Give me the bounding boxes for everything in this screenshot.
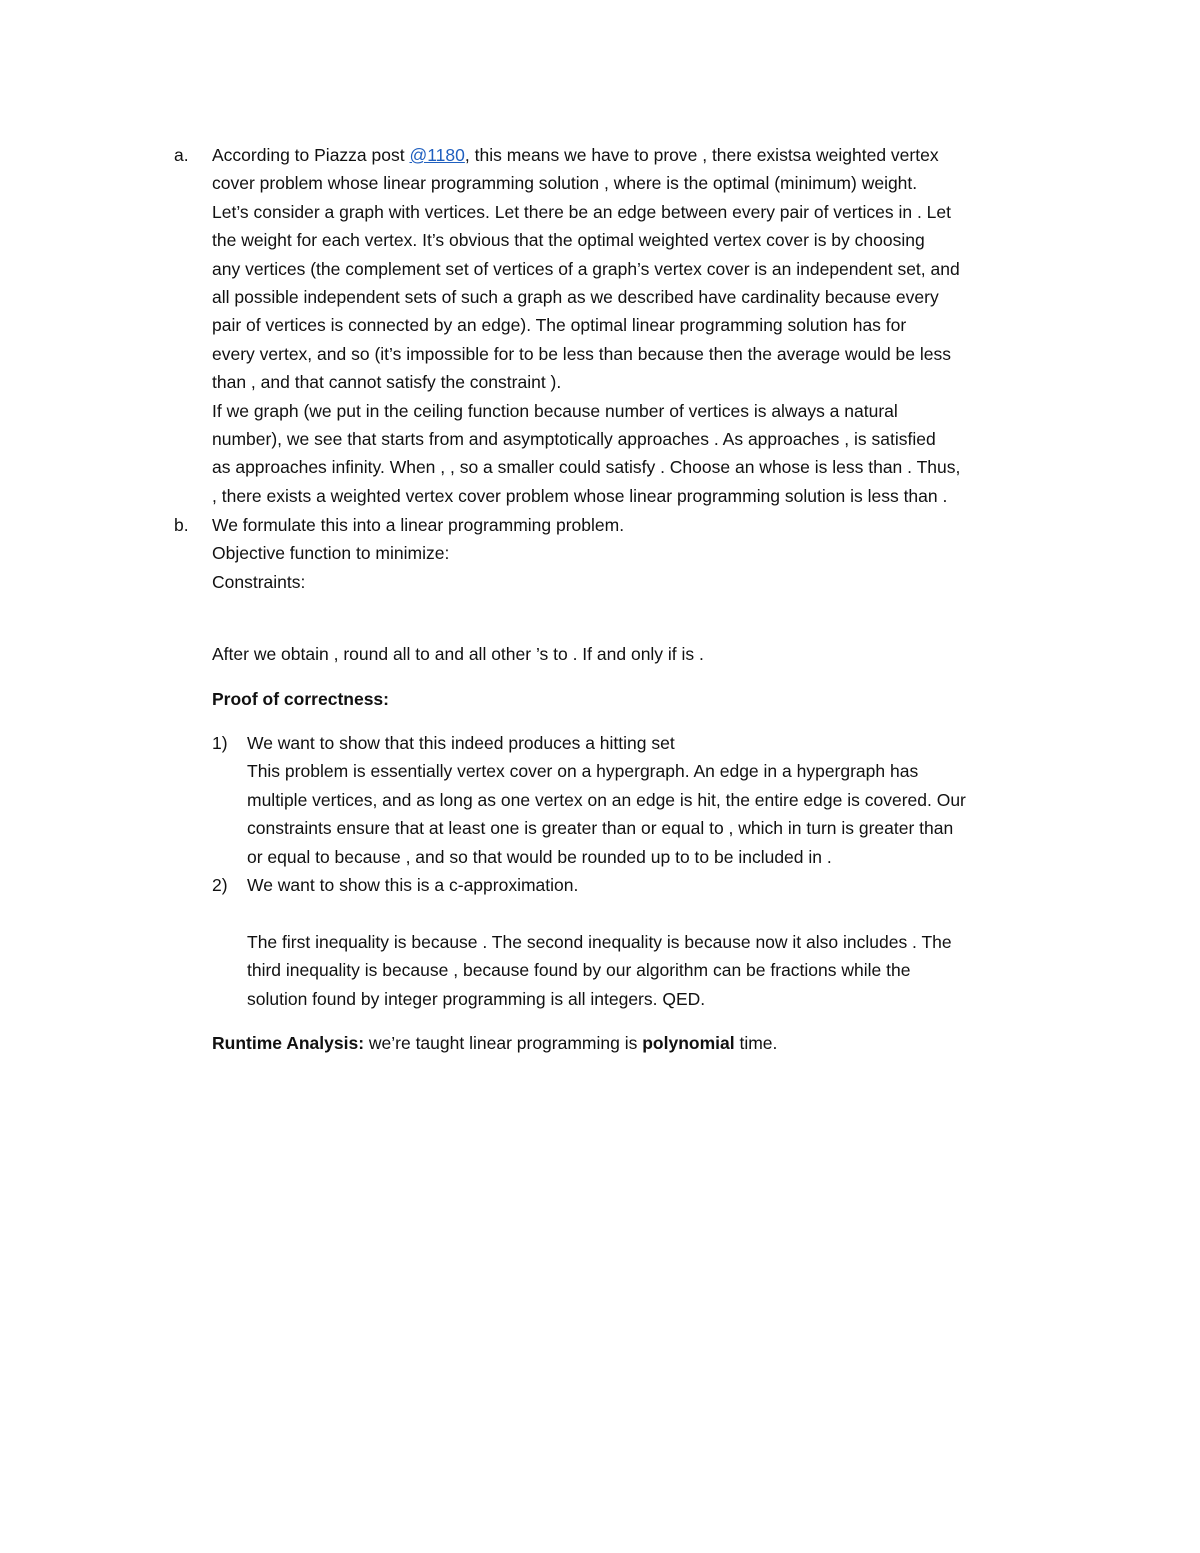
objective-label: Objective function to minimize:: [212, 543, 450, 564]
runtime-paragraph: [212, 1029, 1072, 1057]
part-a-line: any vertices (the complement set of vertices of a graph’s vertex cover is an independent set, and: [212, 258, 960, 279]
part-a-line-1-text: According to Piazza post: [212, 145, 410, 165]
runtime-label: Runtime Analysis:: [212, 1033, 365, 1053]
step-2-title: We want to show this is a c-approximation.: [247, 875, 579, 895]
step-1-line: or equal to because , and so that would be rounded up to to be included in .: [247, 846, 832, 867]
part-a-line: cover problem whose linear programming solution , where is the optimal (minimum) weight.: [212, 173, 918, 194]
runtime-line: [212, 1029, 1072, 1057]
part-a-line: If we graph (we put in the ceiling function because number of vertices is always a natural: [212, 400, 898, 421]
part-a-body: [212, 141, 1074, 510]
part-a-line-1-tail: , this means we have to prove , there existsa weighted vertex: [464, 145, 939, 165]
step-2-line: third inequality is because , because found by our algorithm can be fractions while the: [247, 960, 911, 981]
proof-heading-block: [212, 685, 1072, 713]
part-a-line: Let’s consider a graph with vertices. Let there be an edge between every pair of vertices in . Let: [212, 201, 951, 222]
part-a-line: pair of vertices is connected by an edge). The optimal linear programming solution has for: [212, 315, 907, 336]
part-b-marker: b.: [174, 515, 189, 535]
part-a-line: every vertex, and so (it’s impossible for to be less than because then the average would be less: [212, 343, 951, 364]
step-1-line: constraints ensure that at least one is greater than or equal to , which in turn is greater than: [247, 818, 954, 839]
part-b-body: [212, 511, 1074, 596]
after-obtain-paragraph: [212, 640, 1072, 668]
proof-heading: Proof of correctness:: [212, 689, 389, 709]
part-b-line: We formulate this into a linear programming problem.: [212, 515, 625, 535]
piazza-post-link[interactable]: @1180: [409, 145, 465, 165]
step-2-detail-body: [247, 928, 1072, 1013]
part-a-line: , there exists a weighted vertex cover problem whose linear programming solution is less than .: [212, 485, 948, 506]
step-2-line: The first inequality is because . The second inequality is because now it also includes . The: [247, 932, 952, 952]
step-1-line: This problem is essentially vertex cover on a hypergraph. An edge in a hypergraph has: [247, 761, 919, 782]
runtime-bold-word: polynomial: [642, 1033, 735, 1053]
step-2-line: solution found by integer programming is all integers. QED.: [247, 988, 706, 1009]
after-obtain-text: After we obtain , round all to and all other ’s to . If and only if is .: [212, 644, 704, 664]
step-1-marker: 1): [212, 733, 228, 753]
part-a-line: than , and that cannot satisfy the constraint ).: [212, 372, 562, 393]
part-a-marker: a.: [174, 145, 189, 165]
step-2-body: [247, 871, 1072, 899]
part-a-line: number), we see that starts from and asymptotically approaches . As approaches , is satisfied: [212, 429, 936, 450]
part-a-line: the weight for each vertex. It’s obvious that the optimal weighted vertex cover is by choosing: [212, 230, 925, 251]
part-a-line: as approaches infinity. When , , so a smaller could satisfy . Choose an whose is less than . Thus,: [212, 457, 961, 478]
step-2-marker: 2): [212, 875, 228, 895]
step-1-line: multiple vertices, and as long as one vertex on an edge is hit, the entire edge is covered. Our: [247, 789, 966, 810]
runtime-text: we’re taught linear programming is: [364, 1033, 643, 1053]
step-1-body: [247, 729, 1072, 871]
runtime-tail: time.: [734, 1033, 778, 1053]
constraints-label: Constraints:: [212, 571, 306, 592]
part-a-line: all possible independent sets of such a graph as we described have cardinality because every: [212, 287, 939, 308]
part-a-line-1: [212, 141, 1074, 169]
step-1-line: We want to show that this indeed produces a hitting set: [247, 733, 675, 753]
